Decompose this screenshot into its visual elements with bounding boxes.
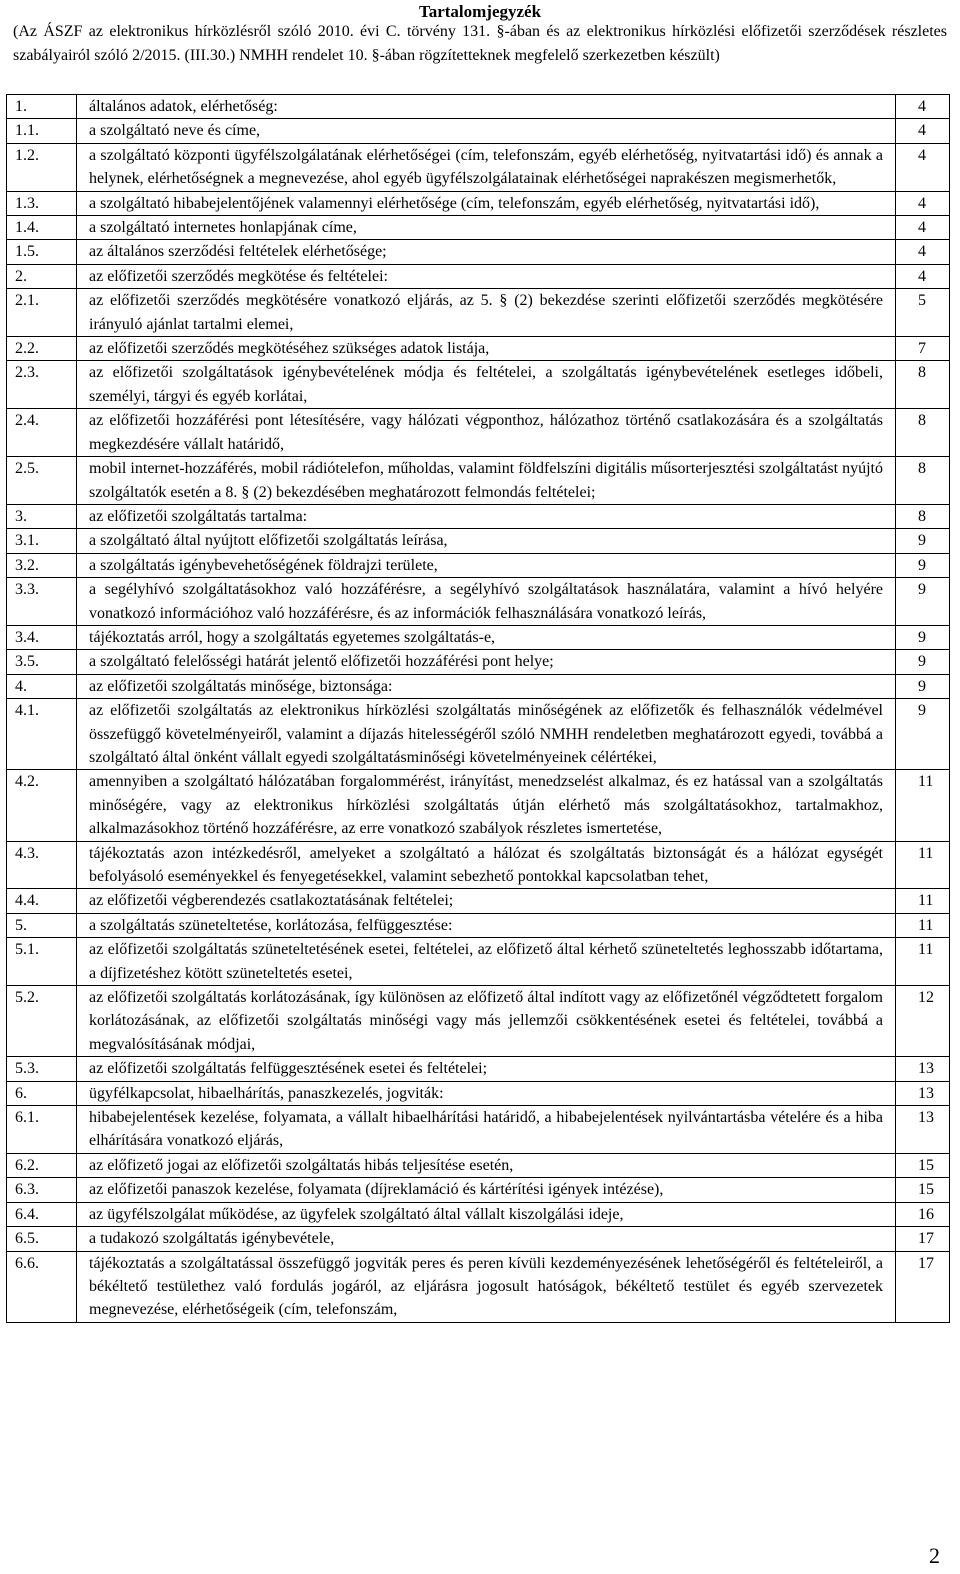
toc-entry-page: 4	[896, 191, 950, 215]
toc-entry-title: az előfizető jogai az előfizetői szolgáltatás hibás teljesítése esetén,	[77, 1153, 896, 1177]
toc-entry-title: az előfizetői panaszok kezelése, folyamata (díjreklamáció és kártérítési igények intézése),	[77, 1178, 896, 1202]
toc-entry-title: általános adatok, elérhetőség:	[77, 95, 896, 119]
toc-entry-title: az előfizetői szolgáltatás szüneteltetésének esetei, feltételei, az előfizető által kérhető szüneteltetés leghosszabb időtartama, a díjfizetéshez kötött szüneteltetés esetei,	[77, 938, 896, 986]
toc-row	[7, 95, 950, 119]
toc-row	[7, 361, 950, 409]
toc-entry-page: 9	[896, 674, 950, 698]
toc-entry-page: 11	[896, 889, 950, 913]
toc-entry-title: a szolgáltató központi ügyfélszolgálatának elérhetőségei (cím, telefonszám, egyéb elérhetőség, nyitvatartási idő) és annak a helynek, elérhetőségnek a megnevezése, ahol egyéb ügyfélszolgálatainak elérhetőségei naprakészen megismerhetők,	[77, 143, 896, 191]
toc-entry-page: 9	[896, 625, 950, 649]
toc-row	[7, 337, 950, 361]
toc-entry-title: tájékoztatás azon intézkedésről, amelyeket a szolgáltató a hálózat és szolgáltatás biztonságát és a hálózat egységét befolyásoló eseményekkel és fenyegetésekkel, valamint sebezhető pontokkal kapcsolatban tehet,	[77, 841, 896, 889]
toc-entry-title: az előfizetői szolgáltatás az elektronikus hírközlési szolgáltatás minőségének az előfizetők és felhasználók védelmével összefüggő követelményeiről, valamint a díjazás hitelességéről szóló NMHH rendeletben meghatározott egyedi, továbbá a szolgáltató által önként vállalt egyedi szolgáltatásminőségi követelményeinek célértékei,	[77, 699, 896, 770]
page-title: Tartalomjegyzék	[418, 2, 542, 21]
toc-row	[7, 674, 950, 698]
toc-entry-title: a szolgáltató által nyújtott előfizetői szolgáltatás leírása,	[77, 529, 896, 553]
toc-entry-page: 8	[896, 409, 950, 457]
toc-entry-number: 6.3.	[7, 1178, 77, 1202]
toc-entry-number: 3.5.	[7, 650, 77, 674]
toc-row	[7, 1153, 950, 1177]
toc-row	[7, 770, 950, 841]
toc-entry-title: a szolgáltató neve és címe,	[77, 119, 896, 143]
toc-entry-title: tájékoztatás arról, hogy a szolgáltatás egyetemes szolgáltatás-e,	[77, 625, 896, 649]
toc-entry-title: mobil internet-hozzáférés, mobil rádiótelefon, műholdas, valamint földfelszíni digitális műsorterjesztési szolgáltatást nyújtó szolgáltatók esetén a 8. § (2) bekezdésében meghatározott felmondás feltételei;	[77, 457, 896, 505]
toc-entry-number: 2.3.	[7, 361, 77, 409]
toc-entry-number: 1.3.	[7, 191, 77, 215]
toc-row	[7, 578, 950, 626]
toc-entry-number: 4.1.	[7, 699, 77, 770]
toc-row	[7, 1178, 950, 1202]
toc-entry-page: 4	[896, 143, 950, 191]
toc-row	[7, 264, 950, 288]
toc-entry-page: 11	[896, 938, 950, 986]
toc-entry-page: 4	[896, 216, 950, 240]
toc-row	[7, 1227, 950, 1251]
toc-entry-page: 9	[896, 553, 950, 577]
toc-entry-page: 16	[896, 1202, 950, 1226]
toc-entry-number: 5.3.	[7, 1057, 77, 1081]
toc-entry-number: 3.4.	[7, 625, 77, 649]
toc-entry-page: 4	[896, 119, 950, 143]
toc-entry-number: 3.1.	[7, 529, 77, 553]
toc-entry-title: az előfizetői szolgáltatás felfüggesztésének esetei és feltételei;	[77, 1057, 896, 1081]
toc-entry-number: 4.4.	[7, 889, 77, 913]
toc-entry-title: ügyfélkapcsolat, hibaelhárítás, panaszkezelés, jogviták:	[77, 1081, 896, 1105]
toc-entry-number: 2.1.	[7, 289, 77, 337]
toc-entry-number: 1.4.	[7, 216, 77, 240]
toc-entry-number: 6.5.	[7, 1227, 77, 1251]
toc-entry-number: 2.5.	[7, 457, 77, 505]
toc-entry-title: a szolgáltató internetes honlapjának címe,	[77, 216, 896, 240]
toc-row	[7, 289, 950, 337]
toc-entry-title: az előfizetői szerződés megkötéséhez szükséges adatok listája,	[77, 337, 896, 361]
toc-row	[7, 529, 950, 553]
table-of-contents	[6, 94, 950, 1323]
toc-row	[7, 841, 950, 889]
toc-row	[7, 409, 950, 457]
toc-row	[7, 1057, 950, 1081]
toc-row	[7, 650, 950, 674]
toc-entry-number: 5.1.	[7, 938, 77, 986]
toc-entry-page: 9	[896, 578, 950, 626]
toc-entry-title: az előfizetői hozzáférési pont létesítésére, vagy hálózati végponthoz, hálózathoz történő csatlakozására és a szolgáltatás megkezdésére vállalt határidő,	[77, 409, 896, 457]
toc-entry-number: 6.4.	[7, 1202, 77, 1226]
toc-entry-title: a szolgáltató felelősségi határát jelentő előfizetői hozzáférési pont helye;	[77, 650, 896, 674]
toc-entry-title: az előfizetői szerződés megkötése és feltételei:	[77, 264, 896, 288]
toc-entry-page: 8	[896, 504, 950, 528]
toc-entry-page: 9	[896, 650, 950, 674]
toc-entry-number: 3.	[7, 504, 77, 528]
toc-entry-number: 4.	[7, 674, 77, 698]
toc-entry-page: 13	[896, 1106, 950, 1154]
toc-entry-page: 13	[896, 1081, 950, 1105]
toc-entry-number: 6.6.	[7, 1251, 77, 1322]
toc-entry-page: 5	[896, 289, 950, 337]
toc-entry-number: 5.2.	[7, 986, 77, 1057]
toc-row	[7, 216, 950, 240]
page-number: 2	[929, 1543, 940, 1568]
toc-entry-number: 4.3.	[7, 841, 77, 889]
toc-entry-page: 13	[896, 1057, 950, 1081]
toc-entry-page: 11	[896, 913, 950, 937]
toc-entry-page: 15	[896, 1153, 950, 1177]
toc-entry-page: 15	[896, 1178, 950, 1202]
toc-entry-number: 6.1.	[7, 1106, 77, 1154]
toc-row	[7, 986, 950, 1057]
toc-row	[7, 119, 950, 143]
toc-entry-page: 9	[896, 699, 950, 770]
toc-entry-page: 11	[896, 770, 950, 841]
toc-entry-page: 8	[896, 361, 950, 409]
toc-row	[7, 504, 950, 528]
toc-entry-page: 4	[896, 264, 950, 288]
toc-row	[7, 1106, 950, 1154]
toc-row	[7, 625, 950, 649]
toc-row	[7, 240, 950, 264]
toc-entry-page: 17	[896, 1227, 950, 1251]
toc-row	[7, 699, 950, 770]
toc-entry-page: 12	[896, 986, 950, 1057]
toc-row	[7, 457, 950, 505]
toc-entry-number: 1.1.	[7, 119, 77, 143]
toc-entry-title: hibabejelentések kezelése, folyamata, a vállalt hibaelhárítási határidő, a hibabejelentések nyilvántartásba vételére és a hiba elhárítására vonatkozó eljárás,	[77, 1106, 896, 1154]
toc-entry-title: a szolgáltatás igénybevehetőségének földrajzi területe,	[77, 553, 896, 577]
toc-row	[7, 913, 950, 937]
toc-entry-title: az előfizetői szerződés megkötésére vonatkozó eljárás, az 5. § (2) bekezdése szerinti előfizetői szerződés megkötésére irányuló ajánlat tartalmi elemei,	[77, 289, 896, 337]
toc-entry-number: 5.	[7, 913, 77, 937]
toc-row	[7, 143, 950, 191]
toc-entry-number: 3.2.	[7, 553, 77, 577]
toc-entry-title: az előfizetői szolgáltatás minősége, biztonsága:	[77, 674, 896, 698]
toc-row	[7, 1251, 950, 1322]
toc-entry-title: az előfizetői végberendezés csatlakoztatásának feltételei;	[77, 889, 896, 913]
toc-entry-number: 3.3.	[7, 578, 77, 626]
toc-entry-number: 6.2.	[7, 1153, 77, 1177]
toc-entry-title: az általános szerződési feltételek elérhetősége;	[77, 240, 896, 264]
toc-row	[7, 1081, 950, 1105]
toc-entry-number: 1.2.	[7, 143, 77, 191]
toc-entry-page: 4	[896, 95, 950, 119]
toc-entry-title: amennyiben a szolgáltató hálózatában forgalommérést, irányítást, menedzselést alkalmaz, és ez hatással van a szolgáltatás minőségére, vagy az elektronikus hírközlési szolgáltatás útján elérhető más szolgáltatásokhoz, tartalmakhoz, alkalmazásokhoz történő hozzáférésre, az erre vonatkozó szabályok részletes ismertetése,	[77, 770, 896, 841]
toc-entry-title: az előfizetői szolgáltatások igénybevételének módja és feltételei, a szolgáltatás igénybevételének esetleges időbeli, személyi, tárgyi és egyéb korlátai,	[77, 361, 896, 409]
toc-entry-page: 9	[896, 529, 950, 553]
toc-entry-title: a szolgáltatás szüneteltetése, korlátozása, felfüggesztése:	[77, 913, 896, 937]
toc-entry-number: 1.5.	[7, 240, 77, 264]
toc-row	[7, 191, 950, 215]
toc-entry-page: 8	[896, 457, 950, 505]
toc-entry-page: 17	[896, 1251, 950, 1322]
toc-entry-title: az ügyfélszolgálat működése, az ügyfelek szolgáltató által vállalt kiszolgálási ideje,	[77, 1202, 896, 1226]
toc-row	[7, 889, 950, 913]
toc-entry-title: a segélyhívó szolgáltatásokhoz való hozzáférésre, a segélyhívó szolgáltatások használatára, valamint a hívó helyére vonatkozó információhoz való hozzáférésre, és az információk felhasználására vonatkozó leírás,	[77, 578, 896, 626]
toc-row	[7, 1202, 950, 1226]
toc-entry-number: 2.2.	[7, 337, 77, 361]
intro-paragraph: (Az ÁSZF az elektronikus hírközlésről szóló 2010. évi C. törvény 131. §-ában és az elektronikus hírközlési előfizetői szerződések részletes szabályairól szóló 2/2015. (III.30.) NMHH rendelet 10. §-ában rögzítetteknek megfelelő szerkezetben készült)	[13, 23, 947, 64]
toc-entry-page: 11	[896, 841, 950, 889]
toc-row	[7, 938, 950, 986]
toc-entry-title: az előfizetői szolgáltatás korlátozásának, így különösen az előfizető által indított vagy az előfizetőnél végződtetett forgalom korlátozásának, az előfizetői szolgáltatás minőségi vagy más jellemzői csökkentésének esetei és feltételei, továbbá a megvalósításának módjai,	[77, 986, 896, 1057]
toc-entry-number: 4.2.	[7, 770, 77, 841]
toc-entry-title: a tudakozó szolgáltatás igénybevétele,	[77, 1227, 896, 1251]
toc-entry-page: 4	[896, 240, 950, 264]
toc-entry-title: az előfizetői szolgáltatás tartalma:	[77, 504, 896, 528]
toc-row	[7, 553, 950, 577]
toc-entry-number: 2.	[7, 264, 77, 288]
toc-entry-page: 7	[896, 337, 950, 361]
toc-entry-number: 1.	[7, 95, 77, 119]
toc-entry-title: tájékoztatás a szolgáltatással összefüggő jogviták peres és peren kívüli kezdeményezésének lehetőségéről és feltételeiről, a békéltető testülethez való fordulás jogáról, az eljárásra jogosult hatóságok, békéltető testület és egyéb szervezetek megnevezése, elérhetőségeik (cím, telefonszám,	[77, 1251, 896, 1322]
toc-entry-number: 2.4.	[7, 409, 77, 457]
toc-entry-title: a szolgáltató hibabejelentőjének valamennyi elérhetősége (cím, telefonszám, egyéb elérhetőség, nyitvatartási idő),	[77, 191, 896, 215]
toc-entry-number: 6.	[7, 1081, 77, 1105]
